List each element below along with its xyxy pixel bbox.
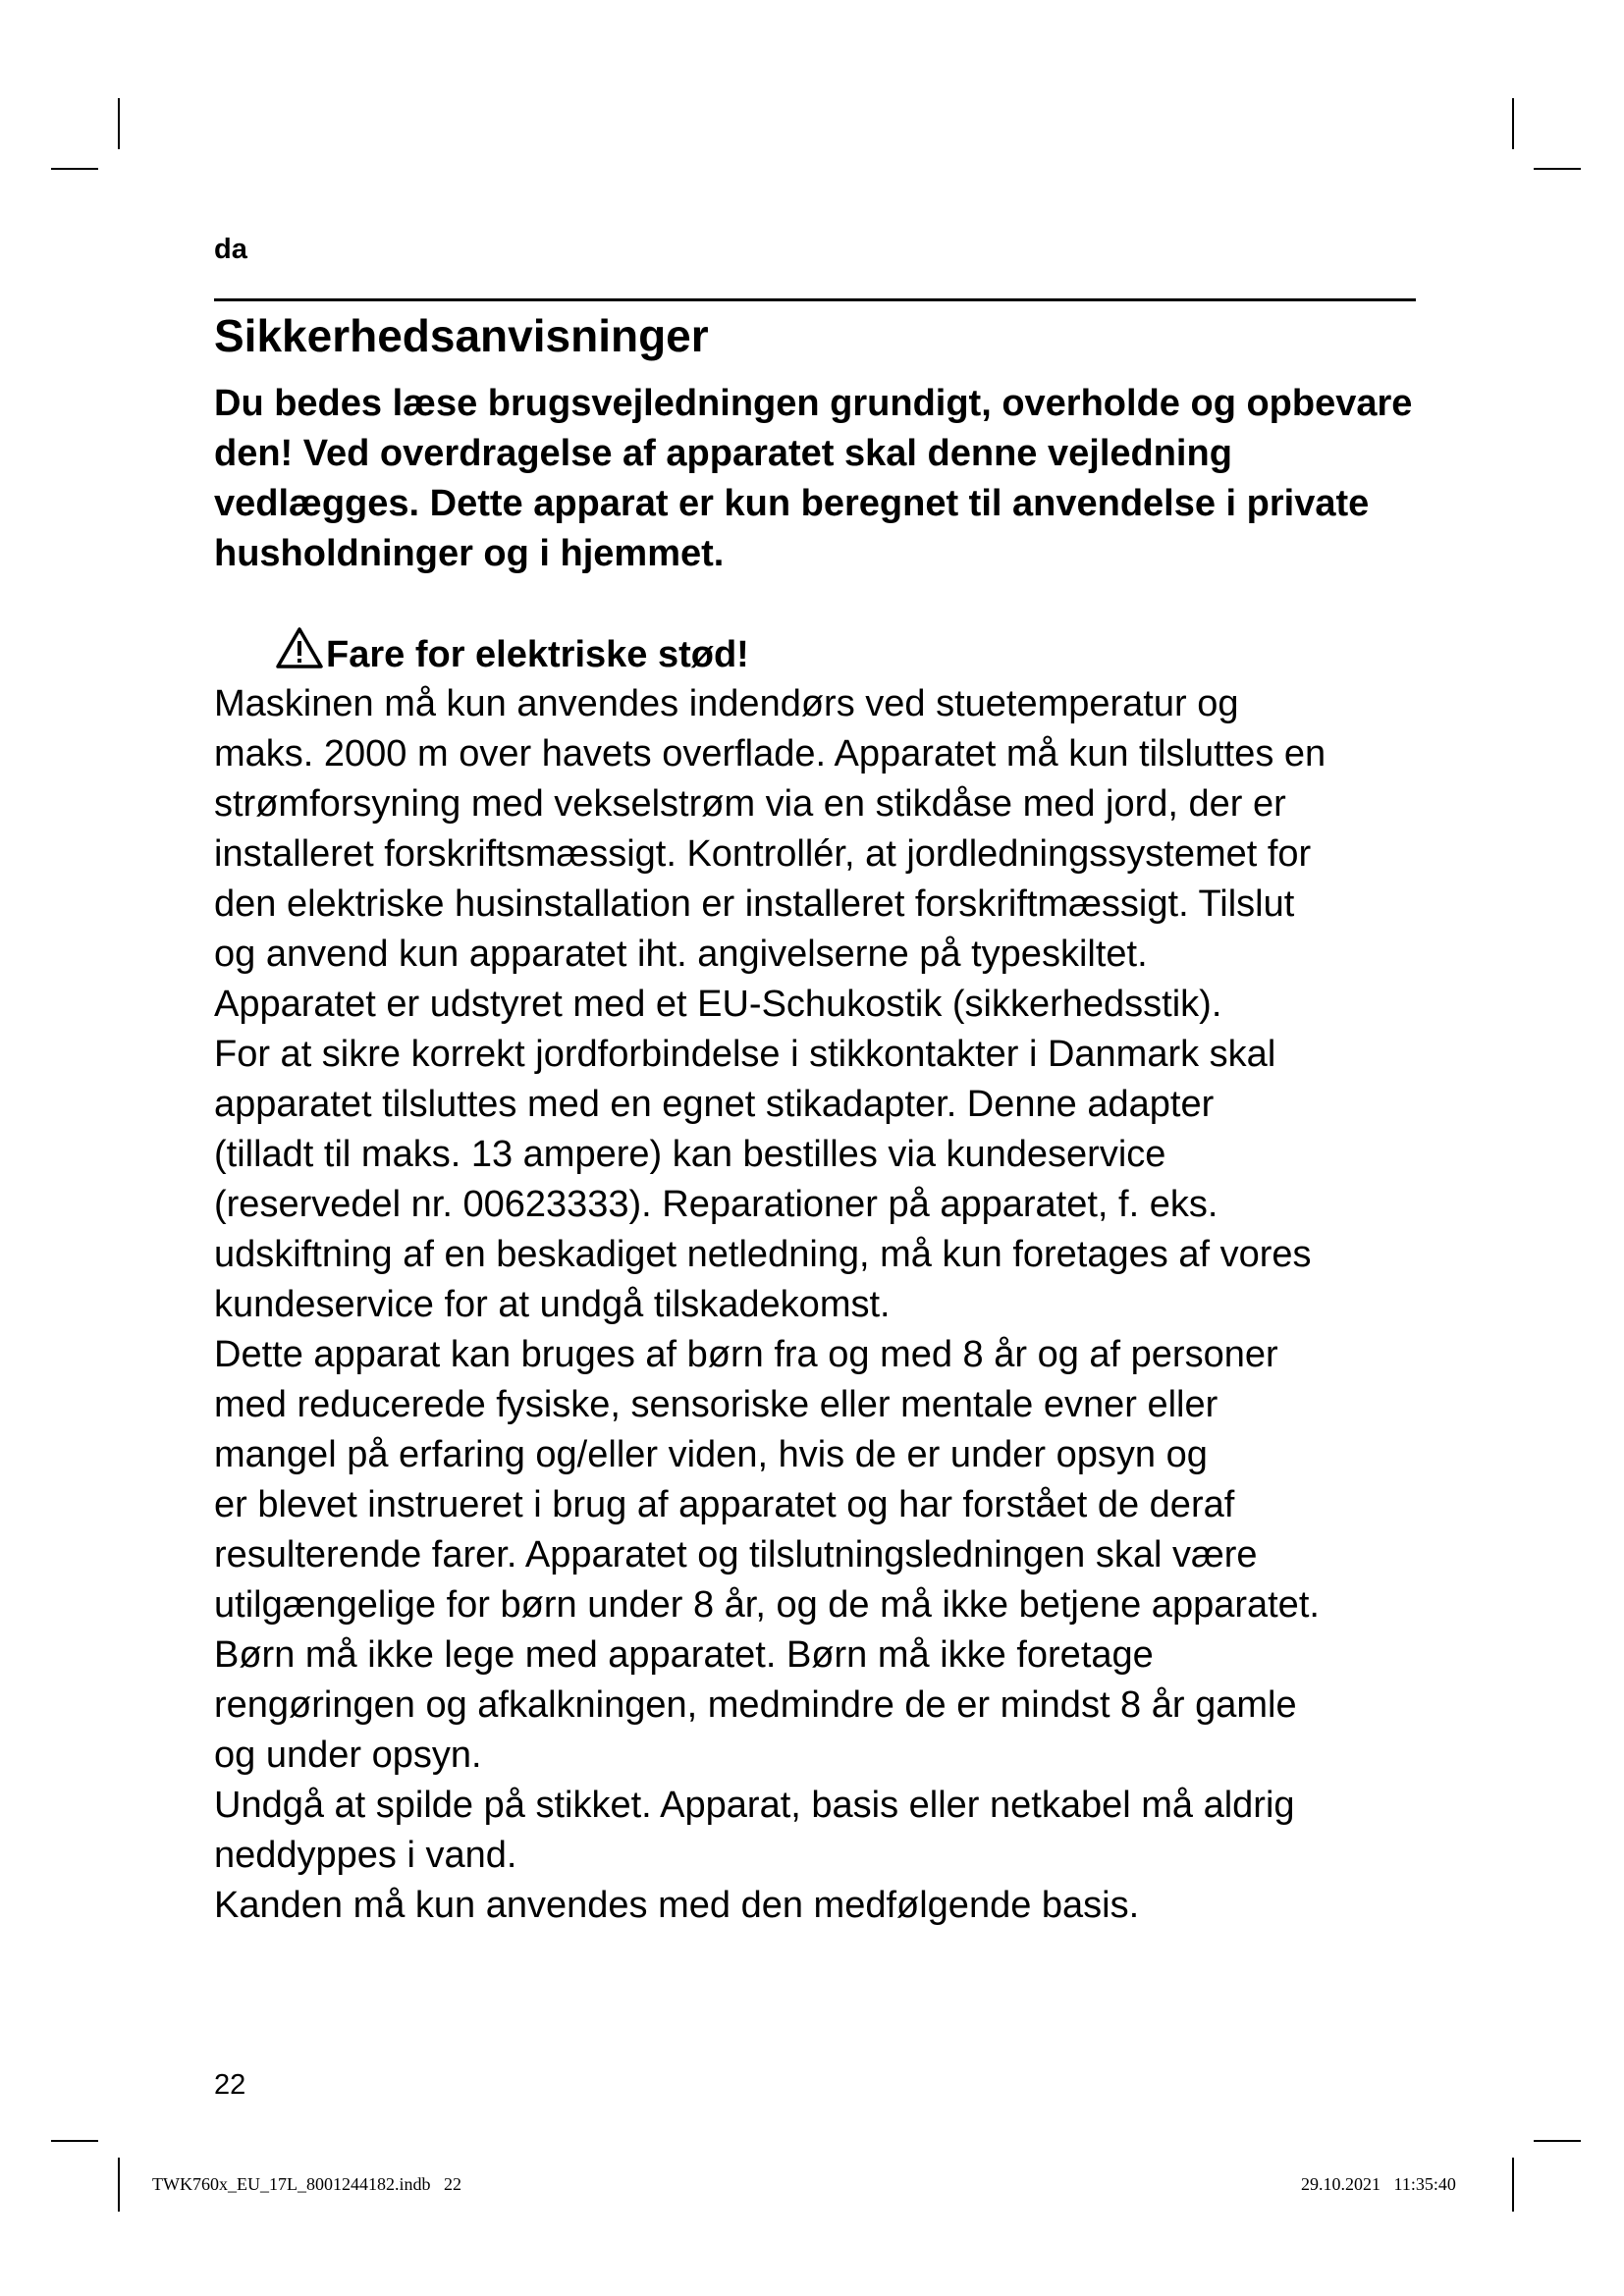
crop-mark-top-left-horizontal [51, 168, 98, 170]
body-text-line: utilgængelige for børn under 8 år, og de må ikke betjene apparatet. [214, 1584, 1320, 1626]
body-text-line: neddyppes i vand. [214, 1835, 517, 1876]
body-text-line: (reservedel nr. 00623333). Reparationer på apparatet, f. eks. [214, 1184, 1218, 1225]
body-text-line: udskiftning af en beskadiget netledning, må kun foretages af vores [214, 1234, 1312, 1275]
body-text-line: Apparatet er udstyret med et EU-Schukostik (sikkerhedsstik). [214, 984, 1222, 1025]
crop-mark-bottom-right-horizontal [1534, 2140, 1581, 2142]
body-text-line: strømforsyning med vekselstrøm via en stikdåse med jord, der er [214, 783, 1286, 825]
language-code: da [214, 234, 247, 265]
section-title: Sikkerhedsanvisninger [214, 310, 709, 361]
warning-heading [275, 626, 749, 683]
footer-timestamp: 29.10.2021 11:35:40 [1301, 2174, 1456, 2194]
warning-body [214, 679, 1428, 1931]
body-text-line: For at sikre korrekt jordforbindelse i stikkontakter i Danmark skal [214, 1034, 1276, 1075]
body-text-line: resulterende farer. Apparatet og tilslutningsledningen skal være [214, 1534, 1258, 1575]
body-text-line: med reducerede fysiske, sensoriske eller mentale evner eller [214, 1384, 1218, 1425]
intro-paragraph: Du bedes læse brugsvejledningen grundigt, overholde og opbevare den! Ved overdragelse af apparatet skal denne vejledning vedlægges. Dette apparat er kun beregnet til anvendelse i private husholdninger og i hjemmet. [214, 383, 1413, 574]
body-text-line: rengøringen og afkalkningen, medmindre de er mindst 8 år gamle [214, 1684, 1297, 1726]
crop-mark-top-left-vertical [118, 98, 120, 149]
crop-mark-top-right-horizontal [1534, 168, 1581, 170]
crop-mark-bottom-left-vertical [118, 2158, 120, 2212]
crop-mark-bottom-left-horizontal [51, 2140, 98, 2142]
warning-triangle-icon [275, 626, 326, 683]
crop-mark-top-right-vertical [1512, 98, 1514, 149]
body-text-line: kundeservice for at undgå tilskadekomst. [214, 1284, 891, 1325]
crop-mark-bottom-right-vertical [1512, 2158, 1514, 2212]
body-text-line: maks. 2000 m over havets overflade. Apparatet må kun tilsluttes en [214, 733, 1326, 774]
body-text-line: og under opsyn. [214, 1735, 482, 1776]
section-divider [214, 298, 1416, 301]
body-text-line: Undgå at spilde på stikket. Apparat, basis eller netkabel må aldrig [214, 1785, 1295, 1826]
body-text-line: Dette apparat kan bruges af børn fra og med 8 år og af personer [214, 1334, 1278, 1375]
body-text-line: (tilladt til maks. 13 ampere) kan bestilles via kundeservice [214, 1134, 1166, 1175]
body-text-line: Børn må ikke lege med apparatet. Børn må ikke foretage [214, 1634, 1154, 1676]
warning-heading-text: Fare for elektriske stød! [326, 634, 749, 675]
body-text-line: apparatet tilsluttes med en egnet stikadapter. Denne adapter [214, 1084, 1215, 1125]
body-text-line: Maskinen må kun anvendes indendørs ved stuetemperatur og [214, 683, 1239, 724]
body-text-line: mangel på erfaring og/eller viden, hvis de er under opsyn og [214, 1434, 1208, 1475]
body-text-line: og anvend kun apparatet iht. angivelserne på typeskiltet. [214, 934, 1148, 975]
body-text-line: den elektriske husinstallation er installeret forskriftmæssigt. Tilslut [214, 883, 1295, 925]
page-number: 22 [214, 2069, 246, 2101]
footer-file-info: TWK760x_EU_17L_8001244182.indb 22 [152, 2174, 461, 2194]
body-text-line: er blevet instrueret i brug af apparatet og har forstået de deraf [214, 1484, 1235, 1525]
body-text-line: installeret forskriftsmæssigt. Kontrollér, at jordledningssystemet for [214, 833, 1312, 875]
body-text-line: Kanden må kun anvendes med den medfølgende basis. [214, 1885, 1140, 1926]
